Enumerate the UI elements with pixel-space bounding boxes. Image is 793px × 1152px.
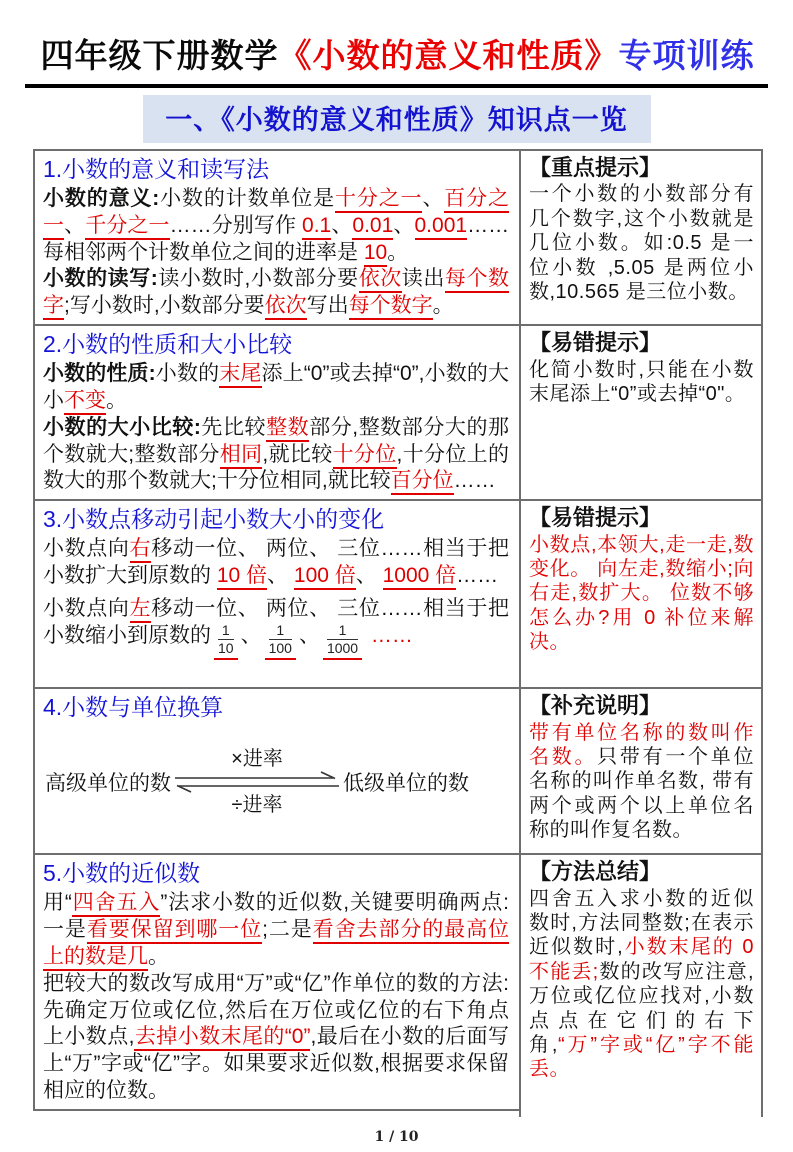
note-title: 【重点提示】	[529, 155, 662, 180]
paragraph: 把较大的数改写成用“万”或“亿”作单位的数的方法:先确定万位或亿位,然后在万位或亿位的右下角点上小数点,去掉小数末尾的“0”,最后在小数的后面写上“万”字或“亿”字。如果要求近似数,根据要求保留相应的位数。	[43, 971, 509, 1103]
section-heading: 3.小数点移动引起小数大小的变化	[43, 506, 385, 533]
title-topic: 《小数的意义和性质》	[278, 37, 619, 74]
table-row	[33, 501, 763, 689]
double-arrow-icon	[173, 771, 341, 793]
paragraph: 小数的读写:读小数时,小数部分要依次读出每个数字;写小数时,小数部分要依次写出每个数字。	[43, 266, 509, 320]
content-cell-unit-conversion	[33, 689, 519, 855]
paragraph: 小数的意义:小数的计数单位是十分之一、百分之一、千分之一……分别写作 0.1、0.01、0.001……每相邻两个计数单位之间的进率是 10。	[43, 186, 509, 267]
paragraph: 用“四舍五入”法求小数的近似数,关键要明确两点:一是看要保留到哪一位;二是看舍去部分的最高位上的数是几。	[43, 890, 509, 971]
page-title	[26, 30, 769, 77]
note-body: 带有单位名称的数叫作名数。只带有一个单位名称的叫作单名数, 带有两个或两个以上单位名称的叫作复名数。	[529, 721, 755, 842]
note-title: 【易错提示】	[529, 330, 662, 356]
note-body: 一个小数的小数部分有几个数字,这个小数就是几位小数。如:0.5 是一位小数 ,5.05 是两位小数,10.565 是三位小数。	[529, 183, 754, 303]
note-title: 【补充说明】	[529, 693, 662, 719]
section-heading: 4.小数与单位换算	[43, 694, 224, 721]
section-heading: 5.小数的近似数	[43, 860, 201, 887]
diagram-right-label: 低级单位的数	[343, 772, 469, 795]
diagram-left-label: 高级单位的数	[45, 772, 171, 795]
note-cell	[519, 501, 763, 689]
paragraph: 小数的大小比较:先比较整数部分,整数部分大的那个数就大;整数部分相同,就比较十分位,十分位上的数大的那个数就大;十分位相同,就比较百分位……	[43, 415, 509, 496]
diagram-divide-label: ÷进率	[231, 794, 283, 816]
note-body: 化简小数时,只能在小数末尾添上“0”或去掉“0"。	[529, 358, 754, 405]
note-cell	[519, 151, 763, 326]
content-cell-property-compare	[33, 326, 519, 501]
page-number: 1 / 10	[374, 1129, 419, 1146]
table-row	[33, 151, 763, 326]
paragraph: 小数点向右移动一位、 两位、 三位……相当于把小数扩大到原数的 10 倍、 100 倍、 1000 倍……	[43, 536, 509, 590]
double-rule-divider	[25, 84, 768, 88]
note-title: 【方法总结】	[529, 859, 662, 885]
table-row	[33, 689, 763, 855]
note-cell	[519, 326, 763, 501]
title-course: 四年级下册数学	[40, 37, 279, 74]
note-cell	[519, 855, 763, 1117]
paragraph: 小数点向左移动一位、 两位、 三位……相当于把小数缩小到原数的 $\frac{1}{10}$ 、 $\frac{1}{100}$ 、 $\frac{1}{1000}$ ……	[43, 596, 509, 661]
note-cell	[519, 689, 763, 855]
content-cell-approximation	[33, 855, 519, 1111]
note-title: 【易错提示】	[529, 505, 662, 531]
section-heading: 1.小数的意义和读写法	[43, 156, 270, 182]
table-row	[33, 326, 763, 501]
content-cell-point-moving	[33, 501, 519, 689]
table-row	[33, 855, 763, 1117]
section-subtitle-band	[143, 95, 651, 143]
diagram-multiply-label: ×进率	[231, 748, 283, 770]
paragraph: 小数的性质:小数的末尾添上“0”或去掉“0”,小数的大小不变。	[43, 361, 509, 415]
unit-conversion-diagram	[45, 748, 509, 816]
content-cell-meaning-reading	[33, 151, 519, 326]
note-body: 小数点,本领大,走一走,数变化。 向左走,数缩小;向右走,数扩大。 位数不够怎么办?用 0 补位来解决。	[529, 533, 754, 654]
knowledge-table	[33, 149, 763, 1117]
section-subtitle: 一、《小数的意义和性质》知识点一览	[165, 105, 628, 135]
diagram-arrows	[171, 748, 343, 816]
section-heading: 2.小数的性质和大小比较	[43, 331, 293, 358]
note-body: 四舍五入求小数的近似数时,方法同整数;在表示近似数时,小数末尾的 0 不能丢;数的改写应注意, 万位或亿位应找对,小数点点在它们的右下角,“万”字或“亿”字不能丢。	[529, 887, 755, 1081]
title-suffix: 专项训练	[618, 37, 755, 74]
